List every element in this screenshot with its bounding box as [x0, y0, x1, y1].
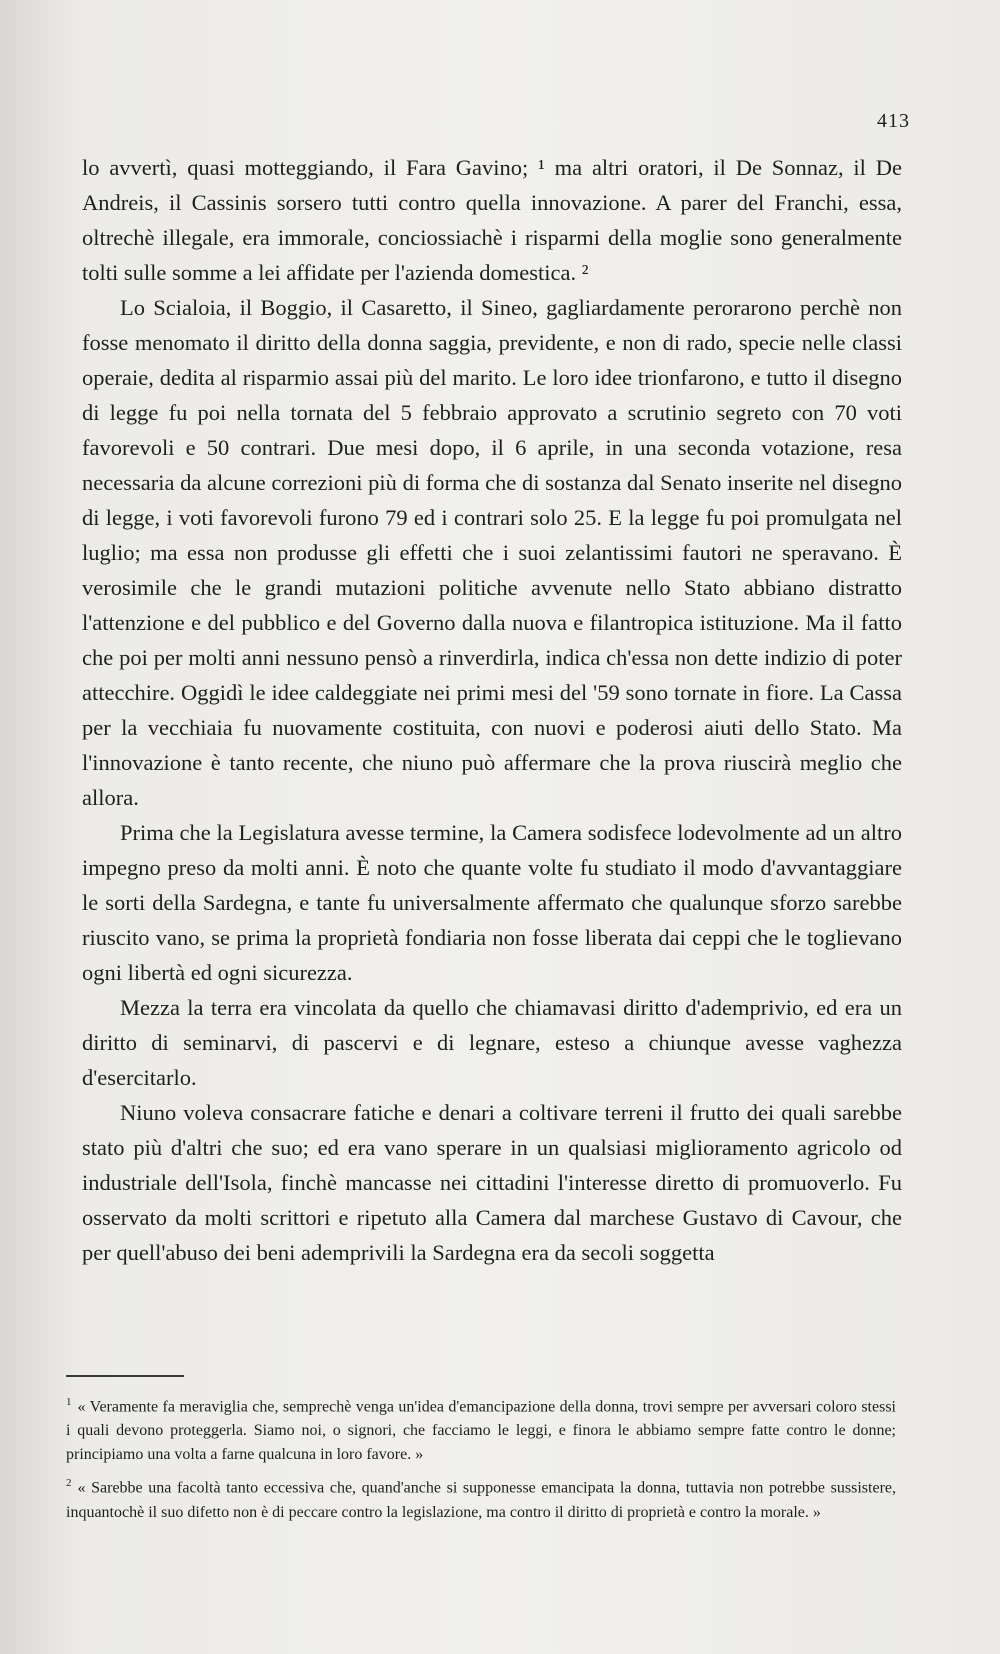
- footnote-marker: 1: [66, 1396, 72, 1408]
- paragraph: lo avvertì, quasi motteggiando, il Fara Gavino; ¹ ma altri oratori, il De Sonnaz, il De Andreis, il Cassinis sorsero tutti contro quella innovazione. A parer del Franchi, essa, oltrechè illegale, era immorale, conciossiachè i risparmi della moglie sono generalmente tolti sulle somme a lei affidate per l'azienda domestica. ²: [82, 155, 902, 285]
- footnote-marker: 2: [66, 1477, 72, 1490]
- footnotes: [66, 1390, 896, 1529]
- main-text: [82, 150, 902, 1270]
- footnote-divider: [66, 1375, 184, 1377]
- footnote-text: « Sarebbe una facoltà tanto eccessiva che, quand'anche si supponesse emancipata la donna, tuttavia non potrebbe sussistere, inquantochè il suo difetto non è di peccare contro la legislazione, ma contro il diritto di proprietà e contro la morale. »: [66, 1479, 896, 1521]
- footnote-text: « Veramente fa meraviglia che, semprechè venga un'idea d'emancipazione della donna, trovi sempre per avversari coloro stessi i quali devono proteggerla. Siamo noi, o signori, che facciamo le leggi, e finora le abbiamo sempre fatte contro le donne; principiamo una volta a farne qualcuna in loro favore. »: [66, 1398, 896, 1464]
- paragraph: Lo Scialoia, il Boggio, il Casaretto, il Sineo, gagliardamente perorarono perchè non fosse menomato il diritto della donna saggia, previdente, e non di rado, specie nelle classi operaie, dedita al risparmio assai più del marito. Le loro idee trionfarono, e tutto il disegno di legge fu poi nella tornata del 5 febbraio approvato a scrutinio segreto con 70 voti favorevoli e 50 contrari. Due mesi dopo, il 6 aprile, in una seconda votazione, resa necessaria da alcune correzioni più di forma che di sostanza dal Senato inserite nel disegno di legge, i voti favorevoli furono 79 ed i contrari solo 25. E la legge fu poi promulgata nel luglio; ma essa non produsse gli effetti che i suoi zelantissimi fautori ne speravano. È verosimile che le grandi mutazioni politiche avvenute nello Stato abbiano distratto l'attenzione e del pubblico e del Governo dalla nuova e filantropica istituzione. Ma il fatto che poi per molti anni nessuno pensò a rinverdirla, indica ch'essa non dette indizio di poter attecchire. Oggidì le idee caldeggiate nei primi mesi del '59 sono tornate in fiore. La Cassa per la vecchiaia fu nuovamente costituita, con nuovi e poderosi aiuti dello Stato. Ma l'innovazione è tanto recente, che niuno può affermare che la prova riuscirà meglio che allora.: [82, 295, 902, 810]
- footnote: [66, 1471, 896, 1524]
- footnote: [66, 1390, 896, 1467]
- paragraph: Prima che la Legislatura avesse termine, la Camera sodisfece lodevolmente ad un altro impegno preso da molti anni. È noto che quante volte fu studiato il modo d'avvantaggiare le sorti della Sardegna, e tante fu universalmente affermato che qualunque sforzo sarebbe riuscito vano, se prima la proprietà fondiaria non fosse liberata dai ceppi che le toglievano ogni libertà ed ogni sicurezza.: [82, 820, 902, 985]
- page-number: 413: [877, 110, 910, 132]
- paragraph: Mezza la terra era vincolata da quello che chiamavasi diritto d'ademprivio, ed era un diritto di seminarvi, di pascervi e di legnare, esteso a chiunque avesse vaghezza d'esercitarlo.: [82, 995, 902, 1090]
- paragraph: Niuno voleva consacrare fatiche e denari a coltivare terreni il frutto dei quali sarebbe stato più d'altri che suo; ed era vano sperare in un qualsiasi miglioramento agricolo od industriale dell'Isola, finchè mancasse nei cittadini l'interesse diretto di promuoverlo. Fu osservato da molti scrittori e ripetuto alla Camera dal marchese Gustavo di Cavour, che per quell'abuso dei beni ademprivili la Sardegna era da secoli soggetta: [82, 1100, 902, 1265]
